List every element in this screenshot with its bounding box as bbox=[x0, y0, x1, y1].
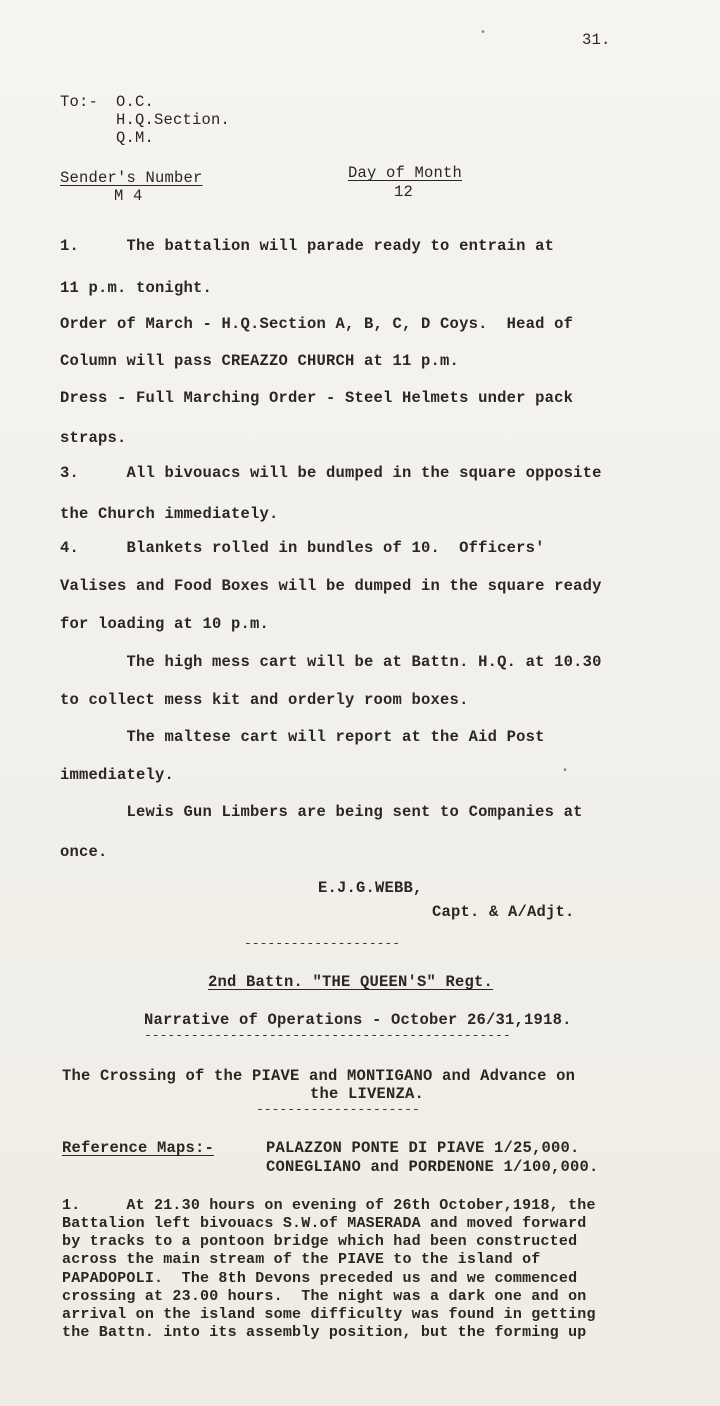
senders-number-value: M 4 bbox=[114, 187, 143, 205]
narrative-line: PAPADOPOLI. The 8th Devons preceded us and we commenced bbox=[62, 1270, 578, 1287]
crossing-title: the LIVENZA. bbox=[310, 1085, 425, 1103]
separator-line: ----------------------------------------------- bbox=[144, 1028, 511, 1043]
narrative-title: Narrative of Operations - October 26/31,1918. bbox=[144, 1011, 572, 1029]
narrative-line: Battalion left bivouacs S.W.of MASERADA and moved forward bbox=[62, 1215, 587, 1232]
recipient-hq-section: H.Q.Section. bbox=[116, 111, 231, 129]
order-line: once. bbox=[60, 843, 108, 861]
paper-speck: • bbox=[562, 766, 569, 777]
day-of-month-label: Day of Month bbox=[348, 164, 463, 182]
order-line: 3. All bivouacs will be dumped in the square opposite bbox=[60, 464, 602, 482]
reference-maps-label: Reference Maps:- bbox=[62, 1139, 215, 1157]
order-line: the Church immediately. bbox=[60, 505, 279, 523]
order-line: Column will pass CREAZZO CHURCH at 11 p.m. bbox=[60, 352, 460, 370]
order-line: 1. The battalion will parade ready to entrain at bbox=[60, 237, 555, 255]
recipient-qm: Q.M. bbox=[116, 129, 155, 147]
separator-line: --------------------- bbox=[256, 1102, 420, 1117]
order-line: The high mess cart will be at Battn. H.Q. at 10.30 bbox=[60, 653, 602, 671]
signature-rank: Capt. & A/Adjt. bbox=[432, 903, 575, 921]
day-of-month-value: 12 bbox=[394, 183, 414, 201]
signature-name: E.J.G.WEBB, bbox=[318, 879, 423, 897]
order-line: Lewis Gun Limbers are being sent to Companies at bbox=[60, 803, 583, 821]
order-line: Valises and Food Boxes will be dumped in the square ready bbox=[60, 577, 602, 595]
narrative-line: arrival on the island some difficulty was found in getting bbox=[62, 1306, 596, 1323]
paper-speck: • bbox=[480, 28, 487, 39]
crossing-title: The Crossing of the PIAVE and MONTIGANO and Advance on bbox=[62, 1067, 576, 1085]
page-number: 31. bbox=[582, 31, 611, 49]
reference-map: PALAZZON PONTE DI PIAVE 1/25,000. bbox=[266, 1139, 580, 1157]
narrative-line: the Battn. into its assembly position, but the forming up bbox=[62, 1324, 587, 1341]
order-line: immediately. bbox=[60, 766, 175, 784]
senders-number-label: Sender's Number bbox=[60, 169, 203, 187]
separator-line: -------------------- bbox=[244, 936, 401, 951]
narrative-line: across the main stream of the PIAVE to the island of bbox=[62, 1251, 541, 1268]
recipient-oc: O.C. bbox=[116, 93, 155, 111]
narrative-line: by tracks to a pontoon bridge which had been constructed bbox=[62, 1233, 578, 1250]
order-line: for loading at 10 p.m. bbox=[60, 615, 270, 633]
battalion-heading: 2nd Battn. "THE QUEEN'S" Regt. bbox=[208, 973, 494, 991]
reference-map: CONEGLIANO and PORDENONE 1/100,000. bbox=[266, 1158, 599, 1176]
narrative-line: 1. At 21.30 hours on evening of 26th October,1918, the bbox=[62, 1197, 596, 1214]
order-line: Dress - Full Marching Order - Steel Helmets under pack bbox=[60, 389, 574, 407]
order-line: straps. bbox=[60, 429, 127, 447]
order-line: Order of March - H.Q.Section A, B, C, D Coys. Head of bbox=[60, 315, 574, 333]
narrative-line: crossing at 23.00 hours. The night was a dark one and on bbox=[62, 1288, 587, 1305]
order-line: 11 p.m. tonight. bbox=[60, 279, 213, 297]
order-line: to collect mess kit and orderly room boxes. bbox=[60, 691, 469, 709]
order-line: The maltese cart will report at the Aid Post bbox=[60, 728, 545, 746]
to-label: To:- bbox=[60, 93, 99, 111]
order-line: 4. Blankets rolled in bundles of 10. Officers' bbox=[60, 539, 545, 557]
